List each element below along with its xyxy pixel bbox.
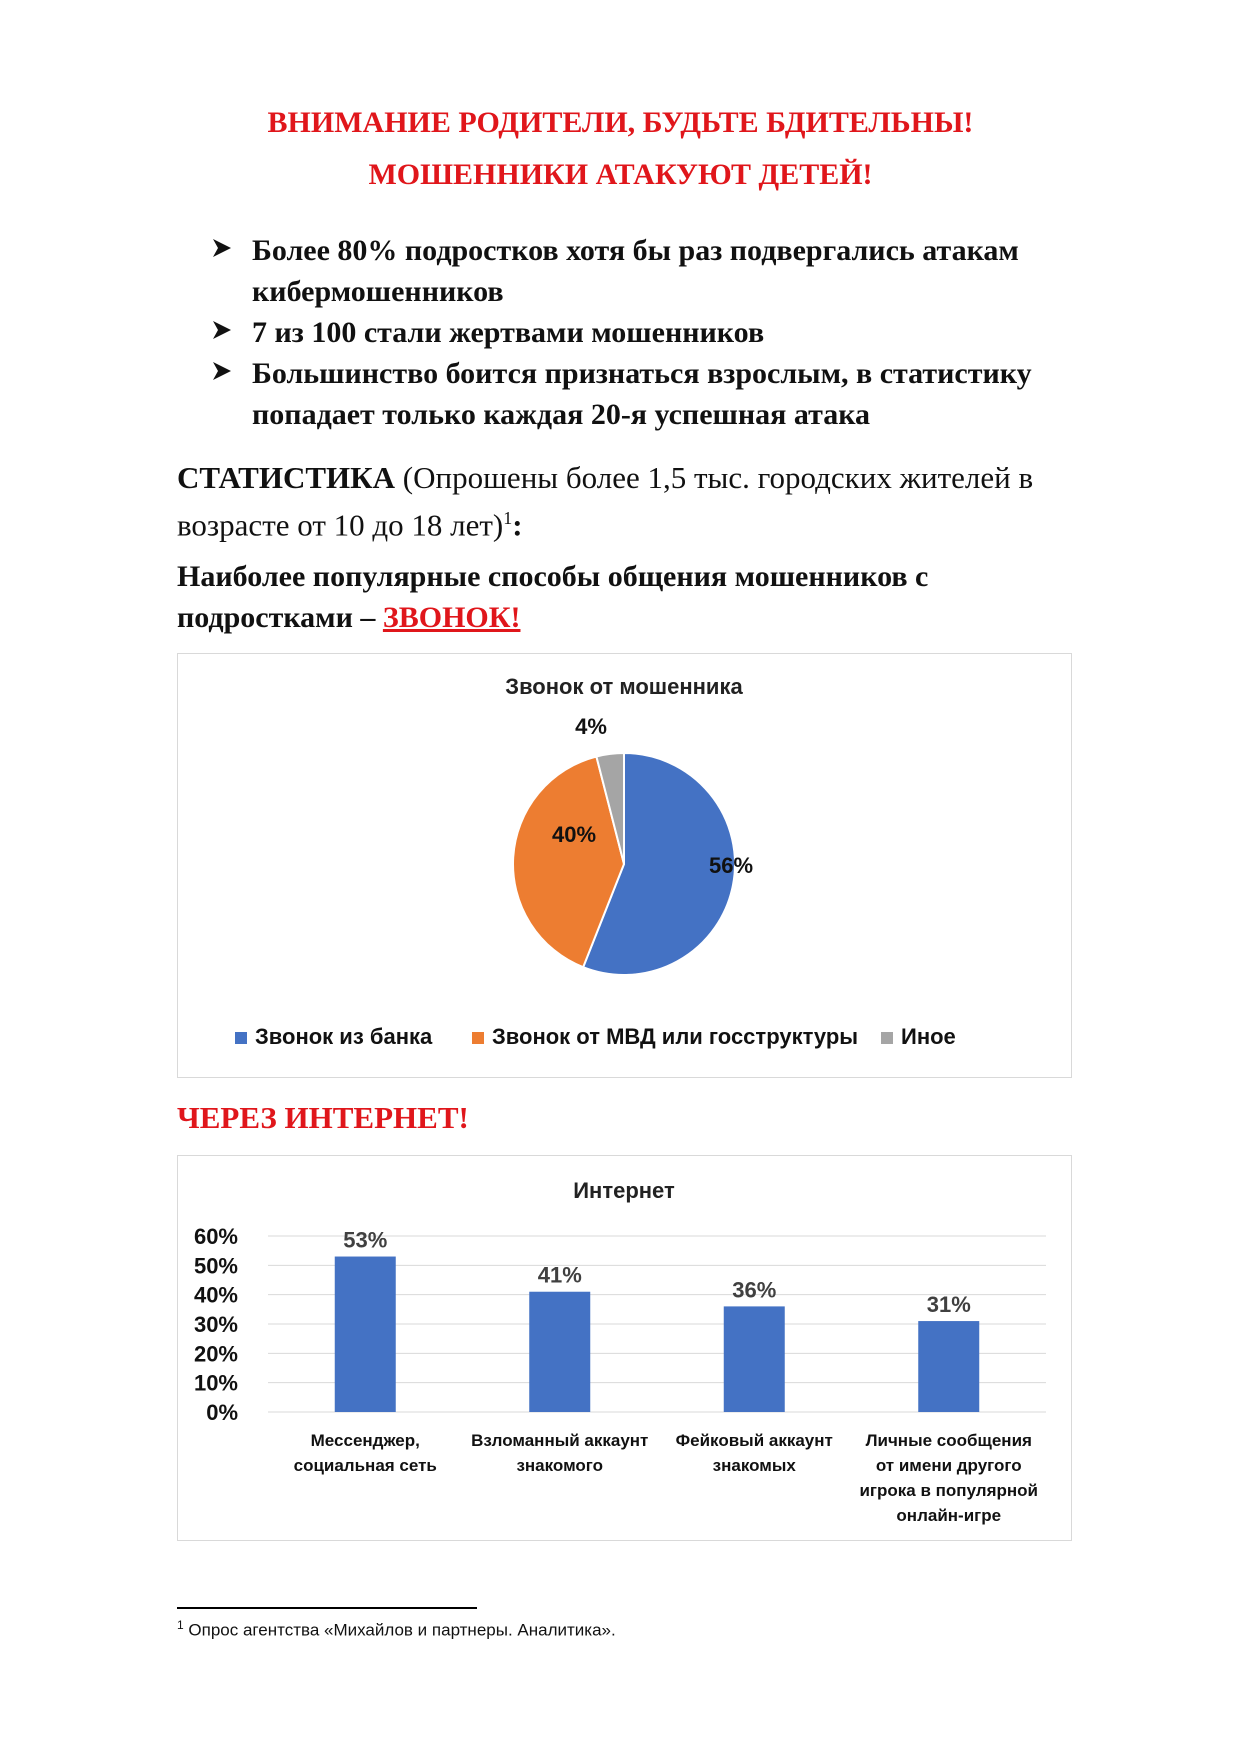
- y-tick-label: 20%: [193, 1341, 238, 1367]
- bar-title: Интернет: [573, 1178, 675, 1203]
- x-tick-label: от имени другого: [875, 1456, 1022, 1475]
- methods-paragraph: Наиболее популярные способы общения мошенников с подростками – ЗВОНОК!: [177, 560, 929, 634]
- pie-title: Звонок от мошенника: [505, 674, 743, 699]
- internet-heading: ЧЕРЕЗ ИНТЕРНЕТ!: [177, 1100, 469, 1135]
- x-tick-label: Взломанный аккаунт: [471, 1431, 649, 1450]
- legend-swatch: [235, 1032, 247, 1044]
- list-item: Большинство боится признаться взрослым, в статистику попадает только каждая 20-я успешная атака: [210, 353, 1140, 435]
- arrow-bullet-icon: [210, 312, 240, 353]
- bar: [529, 1292, 590, 1412]
- warning-subheading: МОШЕННИКИ АТАКУЮТ ДЕТЕЙ!: [368, 158, 873, 191]
- bar: [918, 1321, 979, 1412]
- footnote-divider: [177, 1607, 477, 1609]
- call-highlight: ЗВОНОК!: [382, 601, 521, 634]
- pie-chart: [178, 654, 1071, 1077]
- statistics-paragraph: СТАТИСТИКА (Опрошены более 1,5 тыс. городских жителей в возрасте от 10 до 18 лет)$^1$:: [177, 460, 1034, 543]
- x-tick-label: знакомого: [516, 1456, 604, 1475]
- arrow-bullet-icon: [210, 353, 240, 394]
- x-tick-label: Мессенджер,: [310, 1431, 420, 1450]
- y-tick-label: 40%: [193, 1282, 238, 1308]
- warning-heading: ВНИМАНИЕ РОДИТЕЛИ, БУДЬТЕ БДИТЕЛЬНЫ!: [267, 106, 974, 139]
- x-tick-label: игрока в популярной: [859, 1481, 1039, 1500]
- y-tick-label: 60%: [193, 1224, 238, 1249]
- bar-chart: [178, 1156, 1071, 1540]
- list-item: 7 из 100 стали жертвами мошенников: [210, 312, 1140, 353]
- arrow-bullet-icon: [210, 230, 240, 271]
- x-tick-label: Фейковый аккаунт: [675, 1431, 833, 1450]
- y-tick-label: 30%: [193, 1312, 238, 1337]
- pie-chart-box: [177, 653, 1072, 1078]
- pie-data-label: 4%: [575, 714, 607, 739]
- bar-data-label: 36%: [732, 1277, 777, 1303]
- bar: [724, 1306, 785, 1412]
- footnote: $^1$ Опрос агентства «Михайлов и партнеры. Аналитика».: [177, 1618, 616, 1640]
- bar-data-label: 53%: [343, 1227, 388, 1253]
- legend-label: Звонок от МВД или госструктуры: [492, 1024, 859, 1049]
- x-tick-label: знакомых: [712, 1456, 796, 1475]
- x-tick-label: социальная сеть: [293, 1456, 437, 1475]
- bar-chart-box: [177, 1155, 1072, 1541]
- y-tick-label: 10%: [193, 1370, 238, 1396]
- y-tick-label: 0%: [206, 1400, 238, 1425]
- bar-data-label: 31%: [926, 1292, 971, 1318]
- x-tick-label: онлайн-игре: [896, 1506, 1002, 1525]
- legend-label: Звонок из банка: [255, 1024, 433, 1049]
- pie-data-label: 40%: [551, 822, 597, 847]
- bar-data-label: 41%: [537, 1262, 582, 1288]
- bar: [335, 1257, 396, 1412]
- y-tick-label: 50%: [193, 1253, 238, 1279]
- legend-label: Иное: [901, 1024, 956, 1049]
- pie-data-label: 56%: [708, 853, 754, 878]
- list-item: Более 80% подростков хотя бы раз подвергались атакам кибермошенников: [210, 230, 1140, 312]
- legend-swatch: [472, 1032, 484, 1044]
- x-tick-label: Личные сообщения: [865, 1431, 1032, 1450]
- fact-list: [210, 230, 1140, 435]
- legend-swatch: [881, 1032, 893, 1044]
